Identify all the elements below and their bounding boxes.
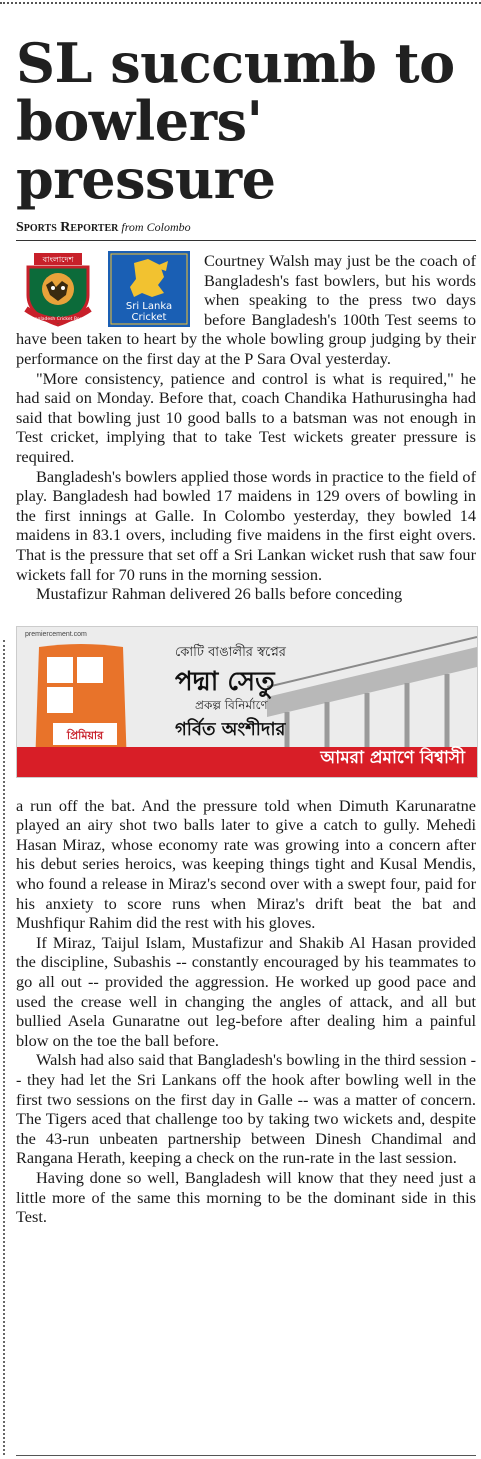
byline-name: Sports Reporter: [16, 220, 119, 235]
ad-bag-label: প্রিমিয়ার: [66, 728, 104, 742]
headline: SL succumb to bowlers' pressure: [16, 31, 455, 211]
slc-logo-line2: Cricket: [131, 312, 167, 323]
advertisement[interactable]: [16, 626, 478, 778]
ad-tagline-3: প্রকল্প বিনির্মাণে: [195, 697, 268, 712]
bcb-logo-top-text: বাংলাদেশ: [42, 255, 74, 264]
paragraph: Courtney Walsh may just be the coach of Bangladesh's fast bowlers, but his words when speaking to the press two days before Bangladesh's 100th Test seems to have been taken to heart by the whole bowling group judging by their performance on the first day at the P Sara Oval yesterday.: [16, 251, 476, 368]
ad-slogan: আমরা প্রমাণে বিশ্বাসী: [320, 747, 465, 768]
byline-location: from Colombo: [121, 220, 191, 234]
ad-tagline-1: কোটি বাঙালীর স্বপ্নের: [175, 644, 286, 660]
sri-lanka-cricket-logo: [108, 251, 190, 327]
paragraph: Mustafizur Rahman delivered 26 balls before conceding: [36, 584, 403, 604]
paragraph: Having done so well, Bangladesh will know that they need just a little more of the same this morning to be the dominant side in this Test.: [16, 1167, 476, 1227]
article: [16, 22, 476, 1227]
bottom-rule: [16, 1455, 476, 1456]
bridge-illustration: [267, 627, 477, 752]
paragraph: If Miraz, Taijul Islam, Mustafizur and Shakib Al Hasan provided the discipline, Subashis -- constantly encouraged by his teammates to go all out -- provided the aggression. He worked up good pace and used the crease well in changing the angles of attack, and all but bullied Asela Gunaratne out leg-before after dealing him a painful blow on the toe the ball before.: [16, 932, 476, 1050]
slc-logo-line1: Sri Lanka: [125, 301, 173, 312]
ad-tagline-2: পদ্মা সেতু: [175, 666, 275, 697]
bcb-logo-ring-text: Bangladesh Cricket Board: [28, 317, 88, 322]
left-dotted-border: [3, 640, 5, 1455]
bangladesh-cricket-board-logo: [18, 251, 98, 327]
team-logos: [16, 251, 196, 329]
article-body-bottom: [16, 796, 476, 1227]
byline: [16, 220, 476, 241]
paragraph: Bangladesh's bowlers applied those words in practice to the field of play. Bangladesh had bowled 17 maidens in 129 overs of bowling in the first innings at Galle. In Colombo yesterday, they bowled 14 maidens in 83.1 overs, including five maidens in the first eight overs. That is the pressure that set off a Sri Lankan wicket rush that saw four wickets fall for 70 runs in the morning session.: [16, 466, 476, 584]
paragraph: a run off the bat. And the pressure told when Dimuth Karunaratne played an airy shot two balls later to give a catch to gully. Mehedi Hasan Miraz, whose economy rate was growing into a concern after his debut series heroics, was keeping things tight and Kusal Mendis, who found a release in Miraz's second over with a swept four, paid for his anxiety to score runs when Miraz's drift beat the bat and Mushfiqur Rahim did the rest with his gloves.: [16, 795, 476, 933]
paragraph: Walsh had also said that Bangladesh's bowling in the third session -- they had let the Sri Lankans off the hook after bowling well in the first two sessions on the first day in Galle -- was a matter of concern. The Tigers aced that challenge too by taking two wickets and, despite the 43-run unbeaten partnership between Dinesh Chandimal and Rangana Herath, keeping a check on the run-rate in the last session.: [16, 1050, 476, 1168]
paragraph: "More consistency, patience and control is what is required," he had said on Monday. Before that, coach Chandika Hathurusingha had said that bowling just 10 good balls to a batsman was not enough in Test cricket, implying that to take Test wickets greater pressure is required.: [16, 368, 476, 466]
ad-website: premiercement.com: [25, 630, 87, 638]
top-dotted-border: [0, 2, 481, 4]
article-body-top: [16, 251, 476, 604]
ad-tagline-4: গর্বিত অংশীদার: [175, 718, 286, 740]
